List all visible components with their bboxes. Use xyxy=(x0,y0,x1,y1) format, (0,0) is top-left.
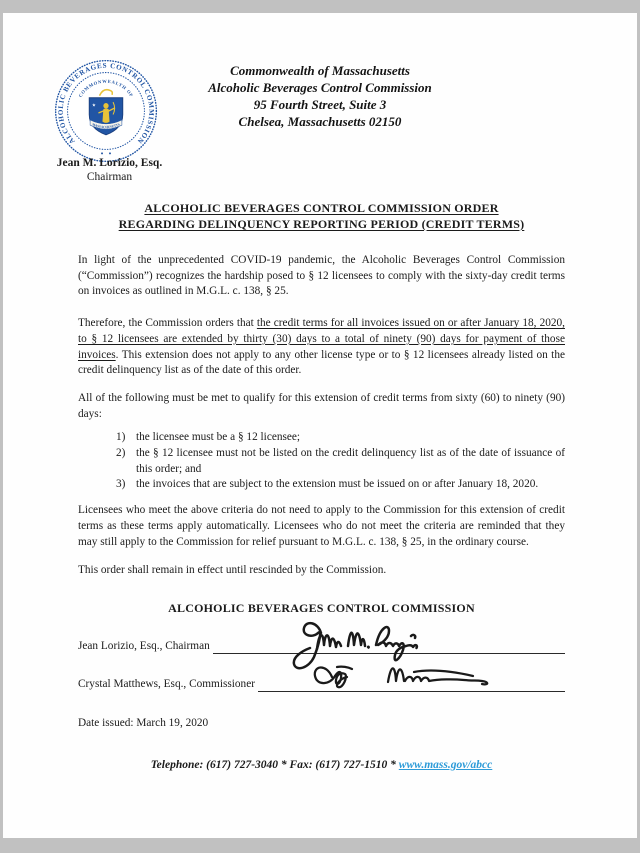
letterhead-line4: Chelsea, Massachusetts 02150 xyxy=(238,114,402,129)
signature-label-commissioner: Crystal Matthews, Esq., Commissioner xyxy=(78,677,255,690)
paragraph-order-post: . This extension does not apply to any other license type or to § 12 licensees already listed on the credit delinquency list as of the date of this order. xyxy=(78,348,565,377)
paragraph-order-underlined: the credit terms for all invoices issued on or after January 18, 2020, to § 12 licensees are extended by thirty (30) days to a total of ninety (90) days for payment of those invoices xyxy=(78,317,565,361)
seal-ring-text: ALCOHOLIC BEVERAGES CONTROL COMMISSION xyxy=(56,61,156,146)
letterhead-line2: Alcoholic Beverages Control Commission xyxy=(208,80,432,95)
footer-contact xyxy=(78,758,565,773)
paragraph-order-pre: Therefore, the Commission orders that xyxy=(78,317,257,330)
paragraph-intro: In light of the unprecedented COVID-19 pandemic, the Alcoholic Beverages Control Commission (“Commission”) recognizes the hardship posed to § 12 licensees to comply with the sixty-day credit terms on invoices as outlined in M.G.L. c. 138, § 25. xyxy=(78,254,565,298)
chairman-name: Jean M. Lorizio, Esq. xyxy=(56,157,163,169)
letterhead-line3: 95 Fourth Street, Suite 3 xyxy=(253,97,387,112)
signature-label-chairman: Jean Lorizio, Esq., Chairman xyxy=(78,639,210,652)
paragraph-order xyxy=(78,316,565,379)
seal-star: ★ xyxy=(91,102,96,108)
jean-lorizio-signature-icon xyxy=(288,616,448,674)
commission-heading: ALCOHOLIC BEVERAGES CONTROL COMMISSION xyxy=(168,600,475,615)
document-body xyxy=(3,200,637,773)
list-item xyxy=(116,446,565,477)
paragraph-apply: Licensees who meet the above criteria do not need to apply to the Commission for this extension of credit terms as these terms apply automatically. Licensees who do not meet the criteria are reminded that they may still apply to the Commission for relief pursuant to M.G.L. c. 138, § 25, in the ordinary course. xyxy=(78,504,565,548)
crystal-matthews-signature-icon xyxy=(308,658,505,698)
order-title-line2: REGARDING DELINQUENCY REPORTING PERIOD (CREDIT TERMS) xyxy=(118,217,525,231)
criteria-list xyxy=(116,430,565,493)
footer-text: Telephone: (617) 727-3040 * Fax: (617) 727-1510 * xyxy=(150,758,399,771)
seal-arc-text: COMMONWEALTH OF xyxy=(77,78,135,99)
chairman-title: Chairman xyxy=(86,171,133,183)
list-item-number: 1) xyxy=(116,431,126,444)
footer-website-link[interactable]: www.mass.gov/abcc xyxy=(398,758,493,771)
list-item xyxy=(116,477,565,493)
list-item-number: 3) xyxy=(116,478,126,491)
list-item xyxy=(116,430,565,446)
list-item-text: the invoices that are subject to the extension must be issued on or after January 18, 2020. xyxy=(136,478,539,491)
signature-line xyxy=(258,689,565,692)
date-issued: Date issued: March 19, 2020 xyxy=(78,716,209,729)
signature-row-commissioner xyxy=(78,670,565,692)
list-item-number: 2) xyxy=(116,447,126,460)
document-page xyxy=(3,13,637,838)
list-item-text: the § 12 licensee must not be listed on the credit delinquency list as of the date of issuance of this order; and xyxy=(136,447,565,475)
letterhead-address xyxy=(3,62,637,130)
order-title xyxy=(78,200,565,232)
signature-row-chairman xyxy=(78,632,565,654)
chairman-block xyxy=(28,156,191,184)
signature-line xyxy=(213,651,565,654)
paragraph-effect: This order shall remain in effect until rescinded by the Commission. xyxy=(78,564,387,577)
seal-banner-text: MASSACHUSETTS xyxy=(91,122,121,130)
letterhead-header xyxy=(3,13,637,190)
order-title-line1: ALCOHOLIC BEVERAGES CONTROL COMMISSION ORDER xyxy=(144,201,499,215)
paragraph-qualify: All of the following must be met to qualify for this extension of credit terms from sixty (60) to ninety (90) days: xyxy=(78,391,565,420)
letterhead-line1: Commonwealth of Massachusetts xyxy=(230,63,410,78)
list-item-text: the licensee must be a § 12 licensee; xyxy=(136,431,301,444)
